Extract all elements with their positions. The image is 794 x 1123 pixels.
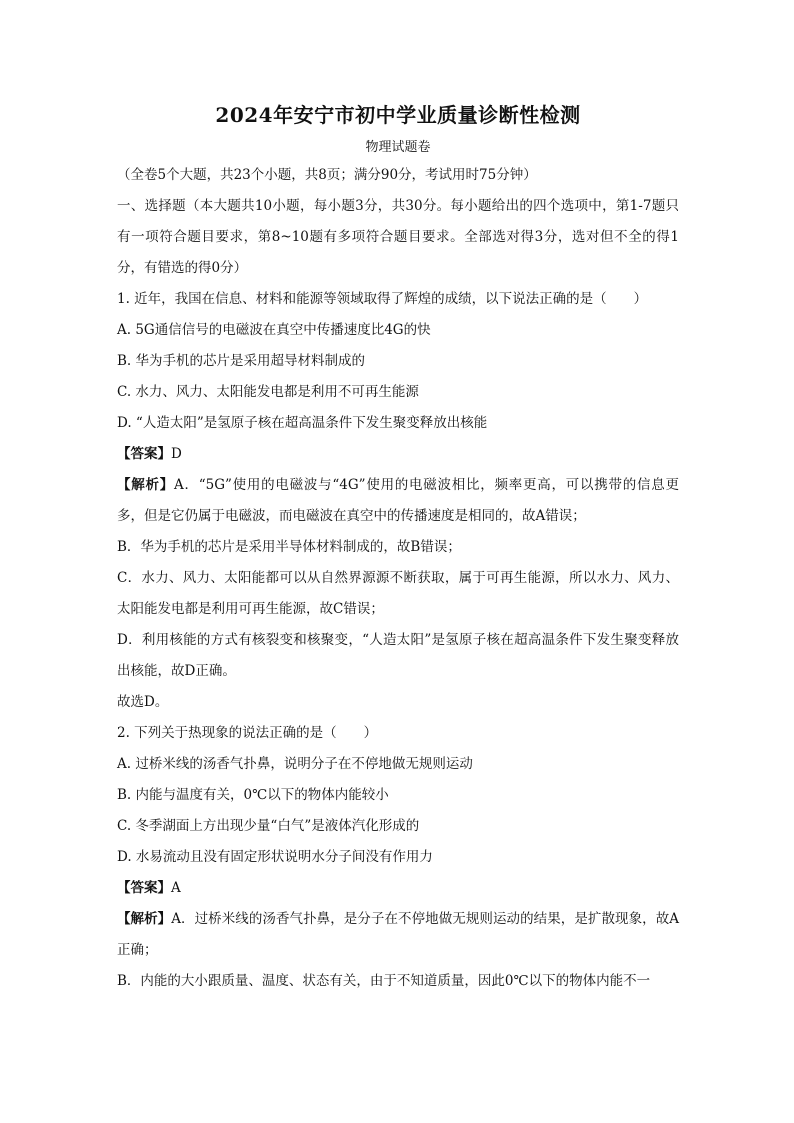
analysis-text: A．“5G”使用的电磁波与“4G”使用的电磁波相比，频率更高，可以携带的信息更多，但是它仍属于电磁波，而电磁波在真空中的传播速度是相同的，故A错误；: [117, 477, 680, 524]
analysis-tag: 【解析】: [117, 911, 172, 927]
answer-tag: 【答案】: [117, 880, 171, 896]
analysis-text: D．利用核能的方式有核裂变和核聚变，“人造太阳”是氢原子核在超高温条件下发生聚变释放出核能，故D正确。: [117, 632, 679, 679]
exam-instructions: （全卷5个大题，共23个小题，共8页；满分90分，考试用时75分钟）: [117, 167, 537, 183]
question-2: [117, 718, 679, 997]
answer-value: A: [171, 880, 181, 896]
option-d: D. 水易流动且没有固定形状说明水分子间没有作用力: [117, 849, 433, 865]
answer-tag: 【答案】: [117, 446, 171, 462]
analysis-text: C．水力、风力、太阳能都可以从自然界源源不断获取，属于可再生能源，所以水力、风力、太阳能发电都是利用可再生能源，故C错误；: [117, 570, 679, 617]
document-page: [117, 100, 679, 997]
answer-line: [117, 873, 679, 904]
option-a: A. 过桥米线的汤香气扑鼻，说明分子在不停地做无规则运动: [117, 756, 473, 772]
answer-value: D: [171, 446, 182, 462]
answer-line: [117, 439, 679, 470]
option-b: B. 内能与温度有关，0℃以下的物体内能较小: [117, 787, 389, 803]
option-c: C. 冬季湖面上方出现少量“白气”是液体汽化形成的: [117, 818, 420, 834]
option-a: A. 5G通信信号的电磁波在真空中传播速度比4G的快: [117, 322, 431, 338]
option-d: D. “人造太阳”是氢原子核在超高温条件下发生聚变释放出核能: [117, 415, 488, 431]
analysis-text: A．过桥米线的汤香气扑鼻，是分子在不停地做无规则运动的结果，是扩散现象，故A正确；: [117, 911, 680, 958]
question-1: [117, 284, 679, 718]
analysis-tag: 【解析】: [117, 477, 174, 493]
analysis-text: B．华为手机的芯片是采用半导体材料制成的，故B错误；: [117, 539, 461, 555]
analysis-text: B．内能的大小跟质量、温度、状态有关，由于不知道质量，因此0℃以下的物体内能不一: [117, 973, 651, 989]
exam-title: 2024年安宁市初中学业质量诊断性检测: [215, 103, 581, 127]
analysis-line: [117, 470, 679, 532]
exam-subtitle: 物理试题卷: [365, 140, 431, 155]
question-stem: 2. 下列关于热现象的说法正确的是（ ）: [117, 725, 378, 741]
conclusion: 故选D。: [117, 694, 169, 710]
option-b: B. 华为手机的芯片是采用超导材料制成的: [117, 353, 366, 369]
option-c: C. 水力、风力、太阳能发电都是利用不可再生能源: [117, 384, 419, 400]
section-header: 一、选择题（本大题共10小题，每小题3分，共30分。每小题给出的四个选项中，第1-7题只有一项符合题目要求，第8~10题有多项符合题目要求。全部选对得3分，选对但不全的得1分，有错选的得0分）: [117, 198, 679, 276]
analysis-line: [117, 904, 679, 966]
question-stem: 1. 近年，我国在信息、材料和能源等领域取得了辉煌的成绩，以下说法正确的是（ ）: [117, 291, 648, 307]
